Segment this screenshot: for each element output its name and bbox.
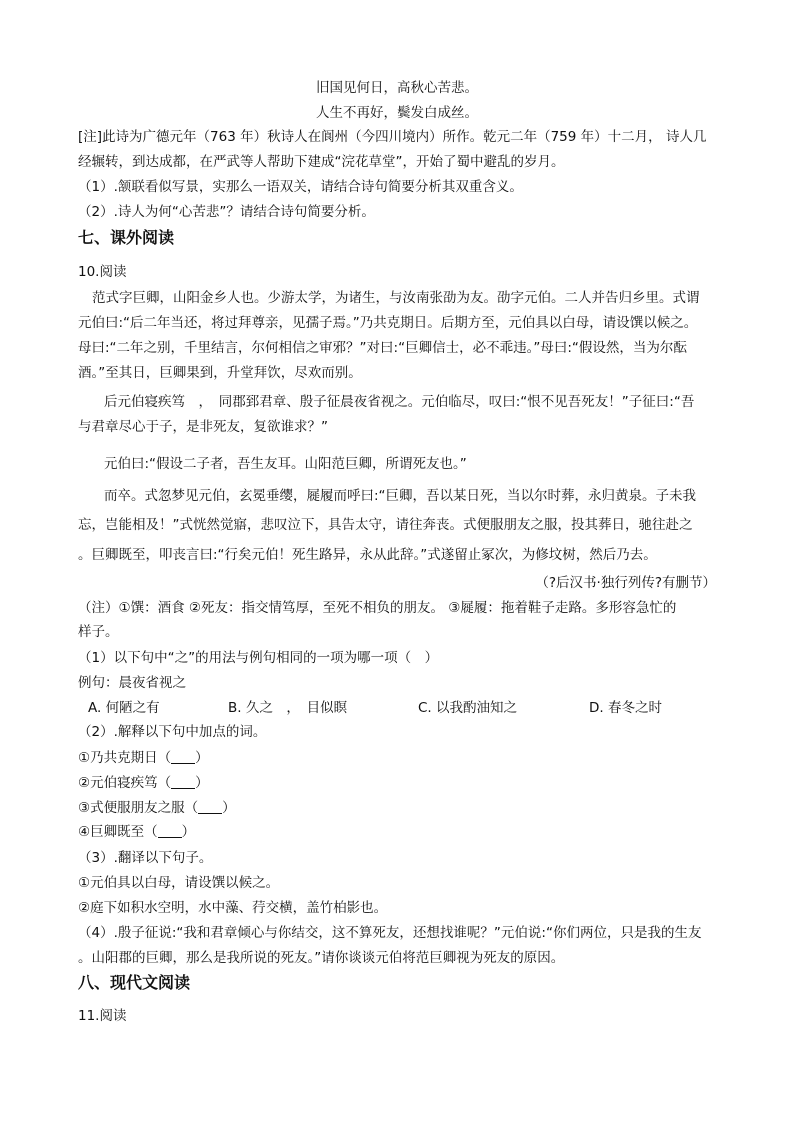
- item-text: ②元伯寝疾笃（: [78, 775, 172, 791]
- answer-blank[interactable]: [158, 823, 182, 838]
- poem-note-line-2: 经辗转，到达成都，在严武等人帮助下建成“浣花草堂”，开始了蜀中避乱的岁月。: [78, 154, 565, 170]
- sub-question-2: （2）.解释以下句中加点的词。: [78, 724, 267, 740]
- answer-blank[interactable]: [171, 749, 195, 764]
- item-close: ）: [181, 824, 196, 840]
- item-text: ①乃共克期日（: [78, 750, 172, 766]
- sub-question-2-item-3: [78, 798, 236, 818]
- passage-p4-line-2: 忘，岂能相及！”式恍然觉寤，悲叹泣下，具告太守，请往奔丧。式便服朋友之服，投其葬日，驰往赴之: [78, 517, 693, 533]
- passage-p1-line-1: 范式字巨卿，山阳金乡人也。少游太学，为诸生，与汝南张劭为友。劭字元伯。二人并告归乡里。式谓: [92, 290, 700, 306]
- sub-question-1: （1）以下句中“之”的用法与例句相同的一项为哪一项（ ）: [78, 650, 439, 666]
- answer-blank[interactable]: [198, 799, 222, 814]
- passage-p2-line-1: 后元伯寝疾笃 ， 同郡郅君章、殷子征晨夜省视之。元伯临尽，叹曰:“恨不见吾死友！”子征曰:“吾: [104, 394, 695, 410]
- question-10-label: 10.阅读: [78, 264, 127, 280]
- passage-p1-line-2: 元伯曰:“后二年当还，将过拜尊亲，见孺子焉。”乃共克期日。后期方至，元伯具以白母，请设馔以候之。: [78, 315, 698, 331]
- passage-p1-line-4: 酒。”至其日，巨卿果到，升堂拜饮，尽欢而别。: [78, 365, 362, 381]
- option-d: D. 春冬之时: [589, 700, 662, 716]
- question-1: （1）.颔联看似写景，实那么一语双关，请结合诗句简要分析其双重含义。: [78, 179, 523, 195]
- sub-question-2-item-2: [78, 773, 209, 793]
- option-b: B. 久之 ， 目似瞑: [228, 700, 348, 716]
- section-7-heading: 七、课外阅读: [78, 228, 175, 247]
- question-2: （2）.诗人为何“心苦悲”？请结合诗句简要分析。: [78, 204, 375, 220]
- sub-question-1-example: 例句：晨夜省视之: [78, 675, 186, 691]
- poem-line-2: 人生不再好，鬓发白成丝。: [316, 105, 478, 121]
- poem-note-line-1: [注]此诗为广德元年（763 年）秋诗人在阆州（今四川境内）所作。乾元二年（759 年）十二月， 诗人几: [78, 129, 707, 145]
- passage-p1-line-3: 母曰:“二年之别，千里结言，尔何相信之审邪？”对曰:“巨卿信士，必不乖违。”母曰:“假设然，当为尔酝: [78, 340, 687, 356]
- answer-blank[interactable]: [171, 774, 195, 789]
- item-close: ）: [195, 750, 209, 766]
- sub-question-4-line-1: （4）.殷子征说:“我和君章倾心与你结交，这不算死友，还想找谁呢？”元伯说:“你们两位，只是我的生友: [78, 925, 702, 941]
- item-text: ③式便服朋友之服（: [78, 800, 199, 816]
- annotation-line-2: 样子。: [78, 624, 119, 640]
- passage-p3-line-1: 元伯曰:“假设二子者，吾生友耳。山阳范巨卿，所谓死友也。”: [104, 456, 467, 472]
- sub-question-4-line-2: 。山阳郡的巨卿，那么是我所说的死友。”请你谈谈元伯将范巨卿视为死友的原因。: [78, 950, 565, 966]
- sub-question-3-item-1: ①元伯具以白母，请设馔以候之。: [78, 875, 280, 891]
- question-11-label: 11.阅读: [78, 1008, 127, 1024]
- sub-question-3: （3）.翻译以下句子。: [78, 850, 213, 866]
- sub-question-2-item-1: [78, 748, 209, 768]
- option-a: A. 何陋之有: [88, 700, 160, 716]
- item-close: ）: [195, 775, 209, 791]
- option-c: C. 以我酌油知之: [418, 700, 518, 716]
- poem-line-1: 旧国见何日，高秋心苦悲。: [316, 80, 478, 96]
- passage-p4-line-1: 而卒。式忽梦见元伯，玄冕垂缨，屣履而呼曰:“巨卿，吾以某日死，当以尔时葬，永归黄泉。子未我: [104, 488, 697, 504]
- item-close: ）: [222, 800, 236, 816]
- passage-p2-line-2: 与君章尽心于子，是非死友，复欲谁求？”: [78, 419, 328, 435]
- annotation-line-1: （注）①馔：酒食 ②死友：指交情笃厚，至死不相负的朋友。 ③屣履：拖着鞋子走路。多形容急忙的: [78, 600, 677, 616]
- sub-question-3-item-2: ②庭下如积水空明，水中藻、荇交横，盖竹柏影也。: [78, 900, 388, 916]
- sub-question-2-item-4: [78, 822, 195, 842]
- item-text: ④巨卿既至（: [78, 824, 158, 840]
- passage-p4-line-3: 。巨卿既至，叩丧言曰:“行矣元伯！死生路异，永从此辞。”式遂留止冢次，为修坟树，然后乃去。: [78, 547, 657, 563]
- section-8-heading: 八、现代文阅读: [78, 973, 191, 992]
- passage-source: （?后汉书·独行列传?有删节）: [535, 575, 716, 591]
